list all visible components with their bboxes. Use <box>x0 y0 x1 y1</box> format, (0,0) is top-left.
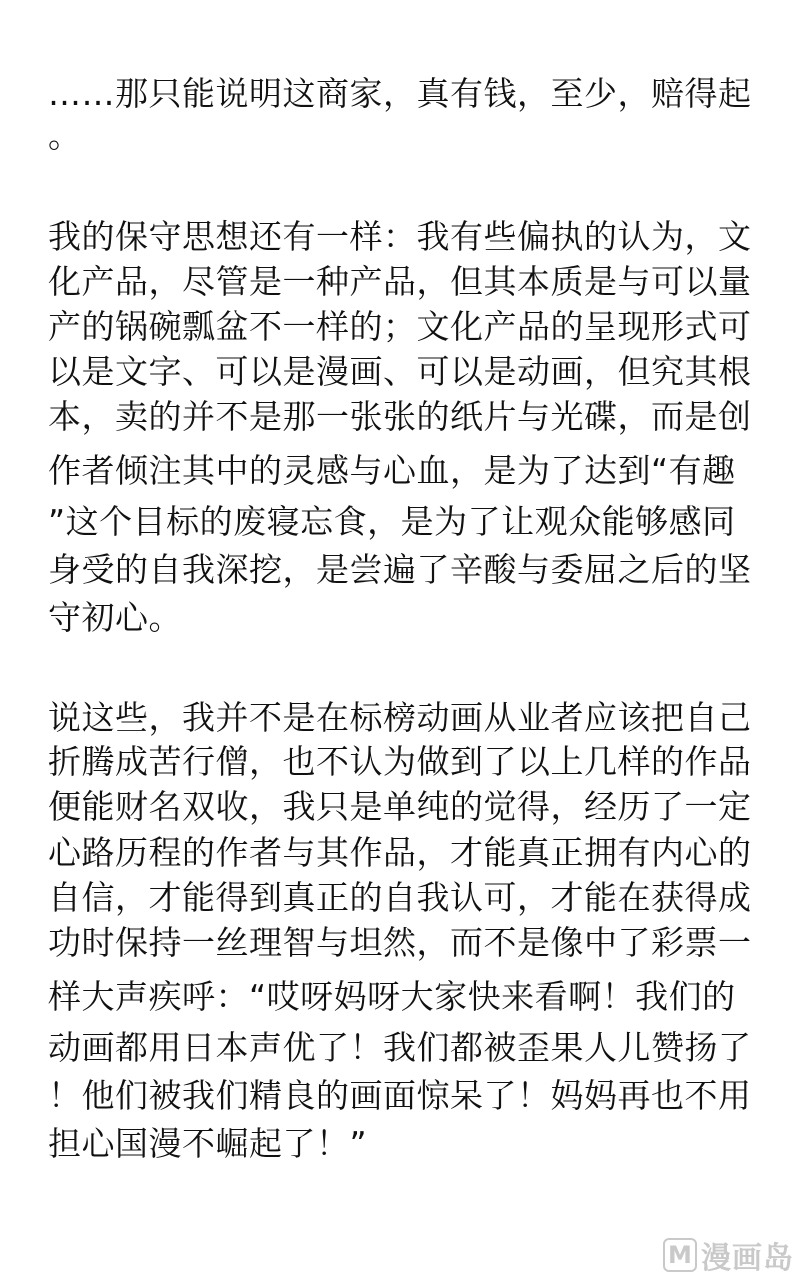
text-line: 动画都用日本声优了！我们都被歪果人儿赞扬了 <box>48 1028 752 1067</box>
text-line: 。 <box>48 116 82 155</box>
text-line: 以是文字、可以是漫画、可以是动画，但究其根 <box>48 352 752 391</box>
text-line: 化产品，尽管是一种产品，但其本质是与可以量 <box>48 262 752 301</box>
text-line: 功时保持一丝理智与坦然，而不是像中了彩票一 <box>48 923 752 962</box>
text-line: 自信，才能得到真正的自我认可，才能在获得成 <box>48 878 752 917</box>
text-line: ……那只能说明这商家，真有钱，至少，赔得起 <box>48 74 752 113</box>
text-line: 作者倾注其中的灵感与心血，是为了达到“有趣 <box>48 451 736 490</box>
text-line: 产的锅碗瓢盆不一样的；文化产品的呈现形式可 <box>48 307 752 346</box>
text-line: 心路历程的作者与其作品，才能真正拥有内心的 <box>48 833 752 872</box>
text-line: 身受的自我深挖，是尝遍了辛酸与委屈之后的坚 <box>48 550 752 589</box>
text-line: 本，卖的并不是那一张张的纸片与光碟，而是创 <box>48 397 752 436</box>
text-line: ”这个目标的废寝忘食，是为了让观众能够感同 <box>48 502 736 541</box>
text-line: 折腾成苦行僧，也不认为做到了以上几样的作品 <box>48 742 752 781</box>
text-line: 我的保守思想还有一样：我有些偏执的认为，文 <box>48 217 752 256</box>
text-line: 说这些，我并不是在标榜动画从业者应该把自己 <box>48 698 752 737</box>
text-line: 便能财名双收，我只是单纯的觉得，经历了一定 <box>48 787 752 826</box>
watermark-logo-icon: M <box>663 1238 697 1272</box>
text-line: 样大声疾呼：“哎呀妈呀大家快来看啊！我们的 <box>48 977 736 1016</box>
watermark-text: 漫画岛 <box>701 1241 794 1276</box>
text-line: ！他们被我们精良的画面惊呆了！妈妈再也不用 <box>48 1076 752 1115</box>
watermark <box>663 1235 794 1275</box>
text-line: 担心国漫不崛起了！” <box>48 1124 368 1163</box>
text-line: 守初心。 <box>48 598 182 637</box>
